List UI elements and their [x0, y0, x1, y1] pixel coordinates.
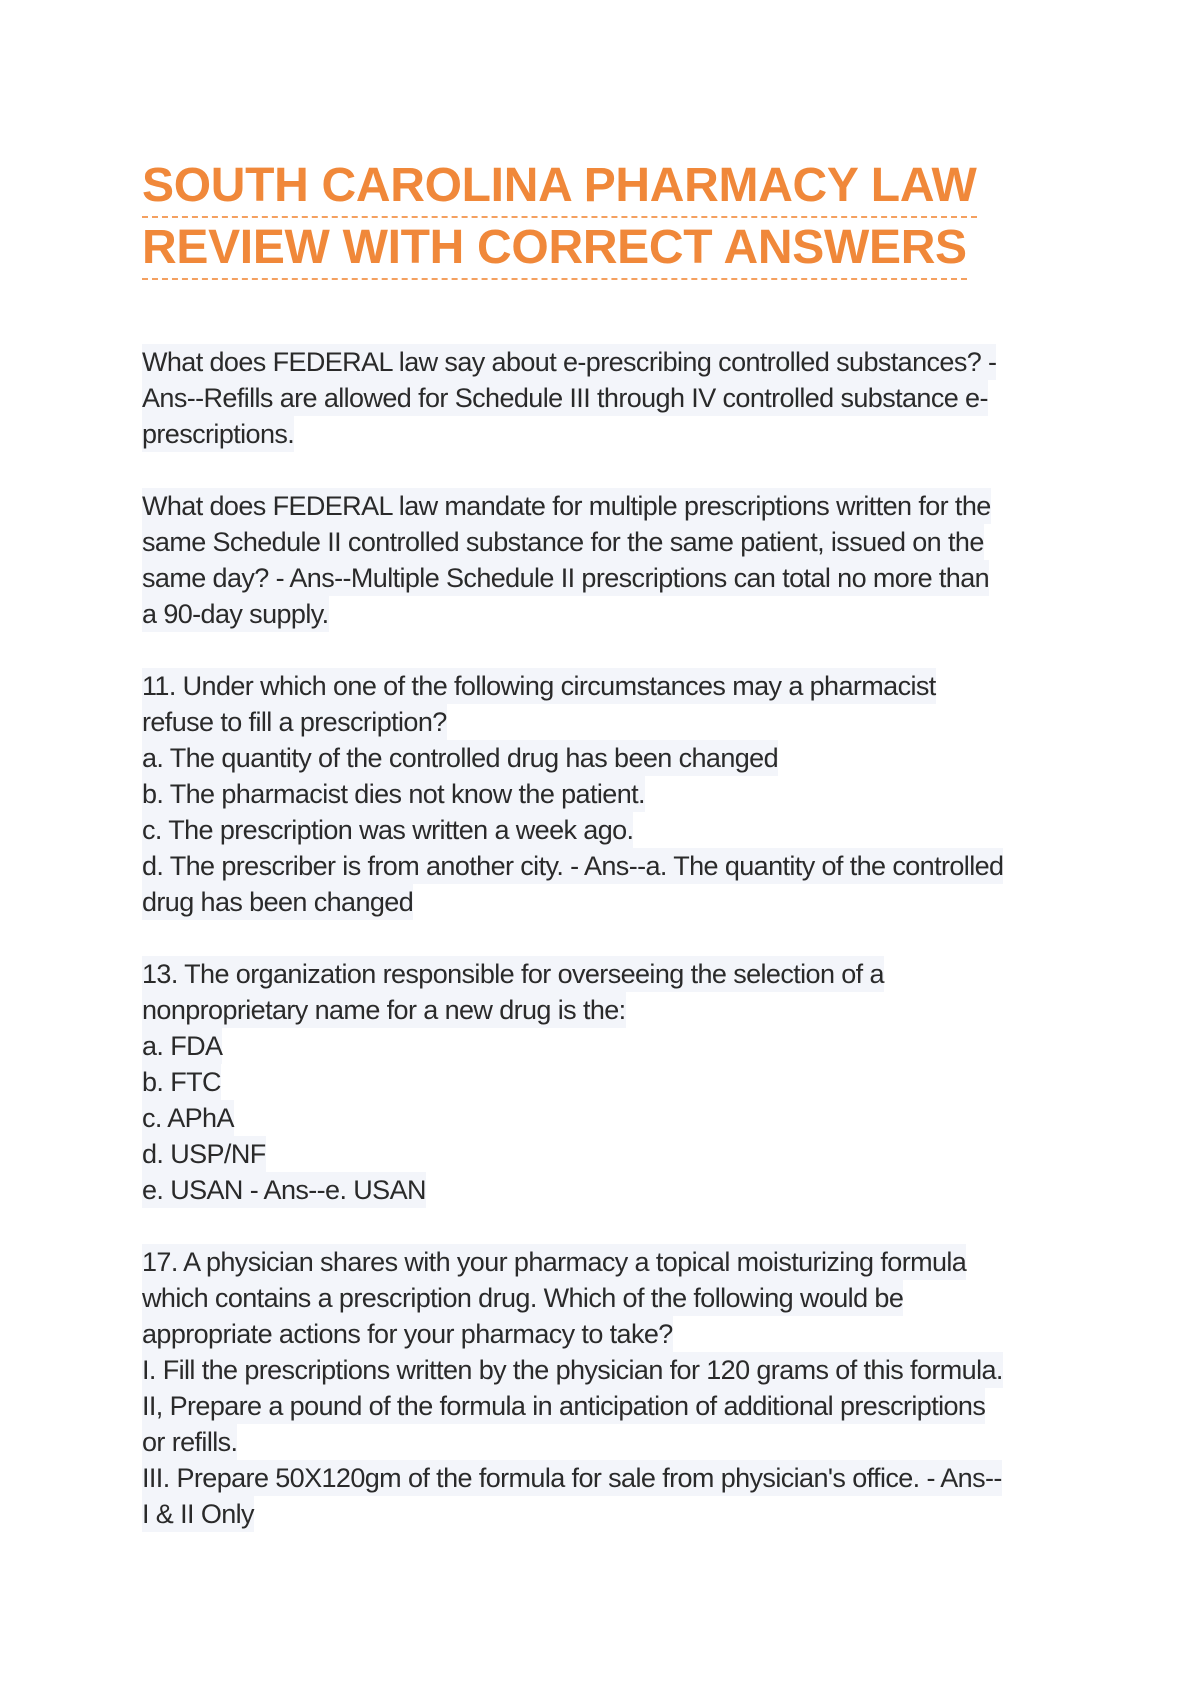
question-line: 11. Under which one of the following circumstances may a pharmacist — [142, 668, 936, 704]
option-line: c. APhA — [142, 1100, 234, 1136]
option-line: or refills. — [142, 1424, 237, 1460]
question-line: 17. A physician shares with your pharmacy a topical moisturizing formula — [142, 1244, 966, 1280]
title-line: SOUTH CAROLINA PHARMACY LAW — [142, 156, 977, 218]
document-body — [142, 344, 1082, 1568]
qa-item-eprescribing — [142, 344, 1082, 452]
option-line: II, Prepare a pound of the formula in anticipation of additional prescriptions — [142, 1388, 985, 1424]
title-line: REVIEW WITH CORRECT ANSWERS — [142, 218, 967, 280]
question-line: 13. The organization responsible for overseeing the selection of a — [142, 956, 884, 992]
text-line: same Schedule II controlled substance for the same patient, issued on the — [142, 524, 984, 560]
qa-item-multiple-prescriptions — [142, 488, 1082, 632]
option-line: e. USAN - Ans--e. USAN — [142, 1172, 426, 1208]
option-line: a. FDA — [142, 1028, 222, 1064]
option-line: I. Fill the prescriptions written by the physician for 120 grams of this formula. — [142, 1352, 1003, 1388]
option-line: d. The prescriber is from another city. - Ans--a. The quantity of the controlled — [142, 848, 1003, 884]
option-line: c. The prescription was written a week ago. — [142, 812, 633, 848]
option-line: b. The pharmacist dies not know the patient. — [142, 776, 645, 812]
text-line: Ans--Refills are allowed for Schedule III through IV controlled substance e- — [142, 380, 988, 416]
text-line: prescriptions. — [142, 416, 294, 452]
answer-line: I & II Only — [142, 1496, 254, 1532]
option-line: a. The quantity of the controlled drug has been changed — [142, 740, 778, 776]
option-line: d. USP/NF — [142, 1136, 266, 1172]
text-line: What does FEDERAL law say about e-prescribing controlled substances? - — [142, 344, 996, 380]
question-line: which contains a prescription drug. Which of the following would be — [142, 1280, 903, 1316]
answer-line: drug has been changed — [142, 884, 413, 920]
qa-item-17 — [142, 1244, 1082, 1532]
document-title — [142, 156, 1042, 280]
text-line: a 90-day supply. — [142, 596, 329, 632]
text-line: same day? - Ans--Multiple Schedule II prescriptions can total no more than — [142, 560, 989, 596]
option-line: III. Prepare 50X120gm of the formula for sale from physician's office. - Ans-- — [142, 1460, 1002, 1496]
qa-item-13 — [142, 956, 1082, 1208]
question-line: refuse to fill a prescription? — [142, 704, 447, 740]
text-line: What does FEDERAL law mandate for multiple prescriptions written for the — [142, 488, 991, 524]
qa-item-11 — [142, 668, 1082, 920]
option-line: b. FTC — [142, 1064, 221, 1100]
question-line: appropriate actions for your pharmacy to take? — [142, 1316, 673, 1352]
question-line: nonproprietary name for a new drug is the: — [142, 992, 626, 1028]
